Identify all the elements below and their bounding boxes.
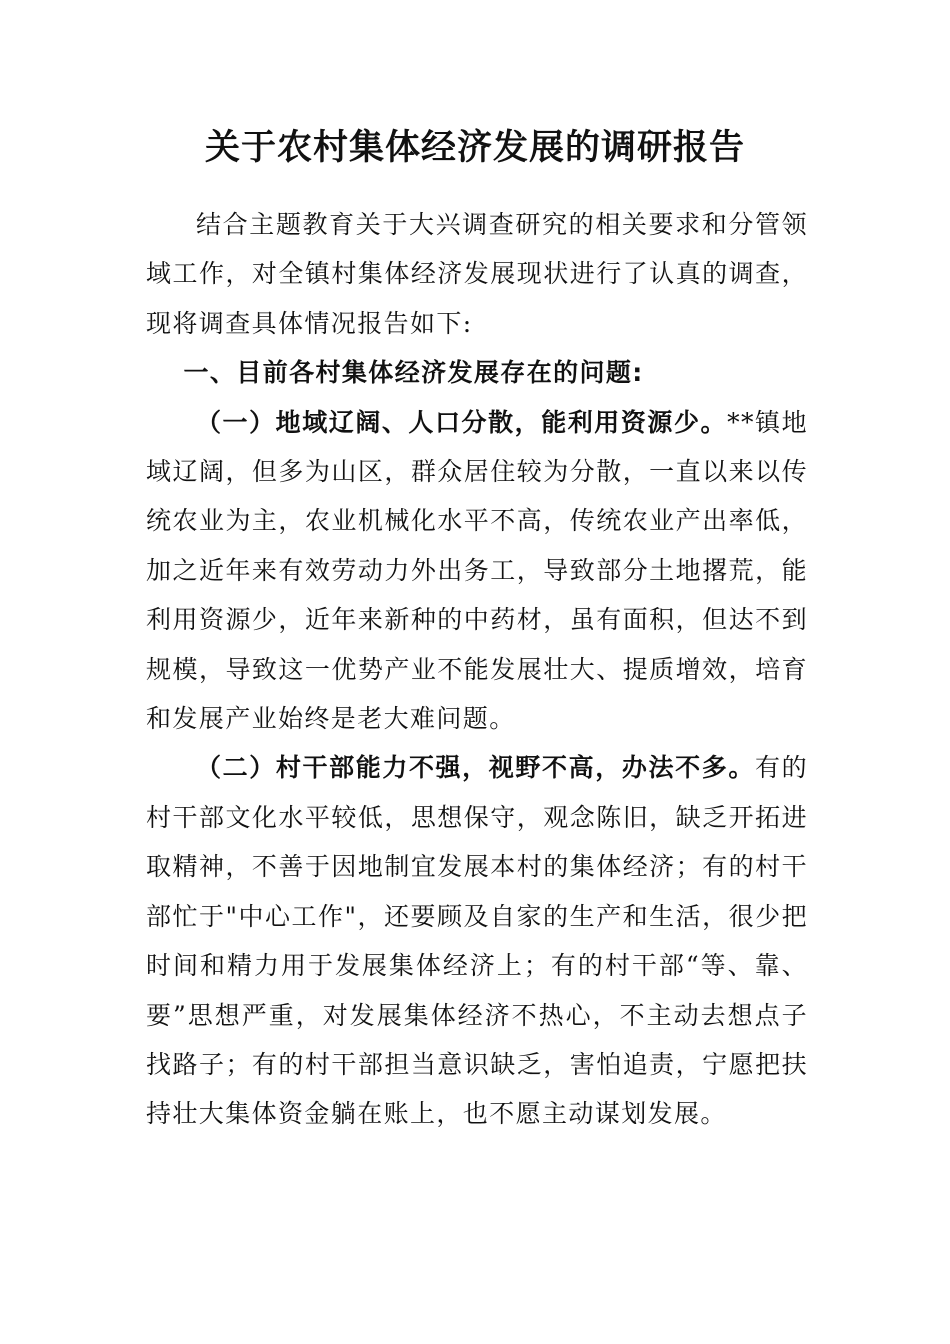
item-paragraph-1 <box>146 398 808 744</box>
document-title: 关于农村集体经济发展的调研报告 <box>204 127 745 168</box>
document-body <box>146 200 808 1139</box>
section-heading-1: 一、目前各村集体经济发展存在的问题: <box>183 358 644 388</box>
item-lead-2: （二）村干部能力不强，视野不高，办法不多。 <box>196 753 755 783</box>
item-body-1: **镇地域辽阔，但多为山区，群众居住较为分散，一直以来以传统农业为主，农业机械化水平不高，传统农业产出率低，加之近年来有效劳动力外出务工，导致部分土地撂荒，能利用资源少，近年来新种的中药材，虽有面积，但达不到规模，导致这一优势产业不能发展壮大、提质增效，培育和发展产业始终是老大难问题。 <box>146 407 808 734</box>
intro-paragraph: 结合主题教育关于大兴调查研究的相关要求和分管领域工作，对全镇村集体经济发展现状进行了认真的调查，现将调查具体情况报告如下: <box>146 210 808 338</box>
item-paragraph-2 <box>146 743 808 1138</box>
item-lead-1: （一）地域辽阔、人口分散，能利用资源少。 <box>196 407 728 437</box>
item-body-2: 有的村干部文化水平较低，思想保守，观念陈旧，缺乏开拓进取精神，不善于因地制宜发展本村的集体经济；有的村干部忙于"中心工作"，还要顾及自家的生产和生活，很少把时间和精力用于发展集体经济上；有的村干部“等、靠、要”思想严重，对发展集体经济不热心，不主动去想点子找路子；有的村干部担当意识缺乏，害怕追责，宁愿把扶持壮大集体资金躺在账上，也不愿主动谋划发展。 <box>146 753 808 1129</box>
